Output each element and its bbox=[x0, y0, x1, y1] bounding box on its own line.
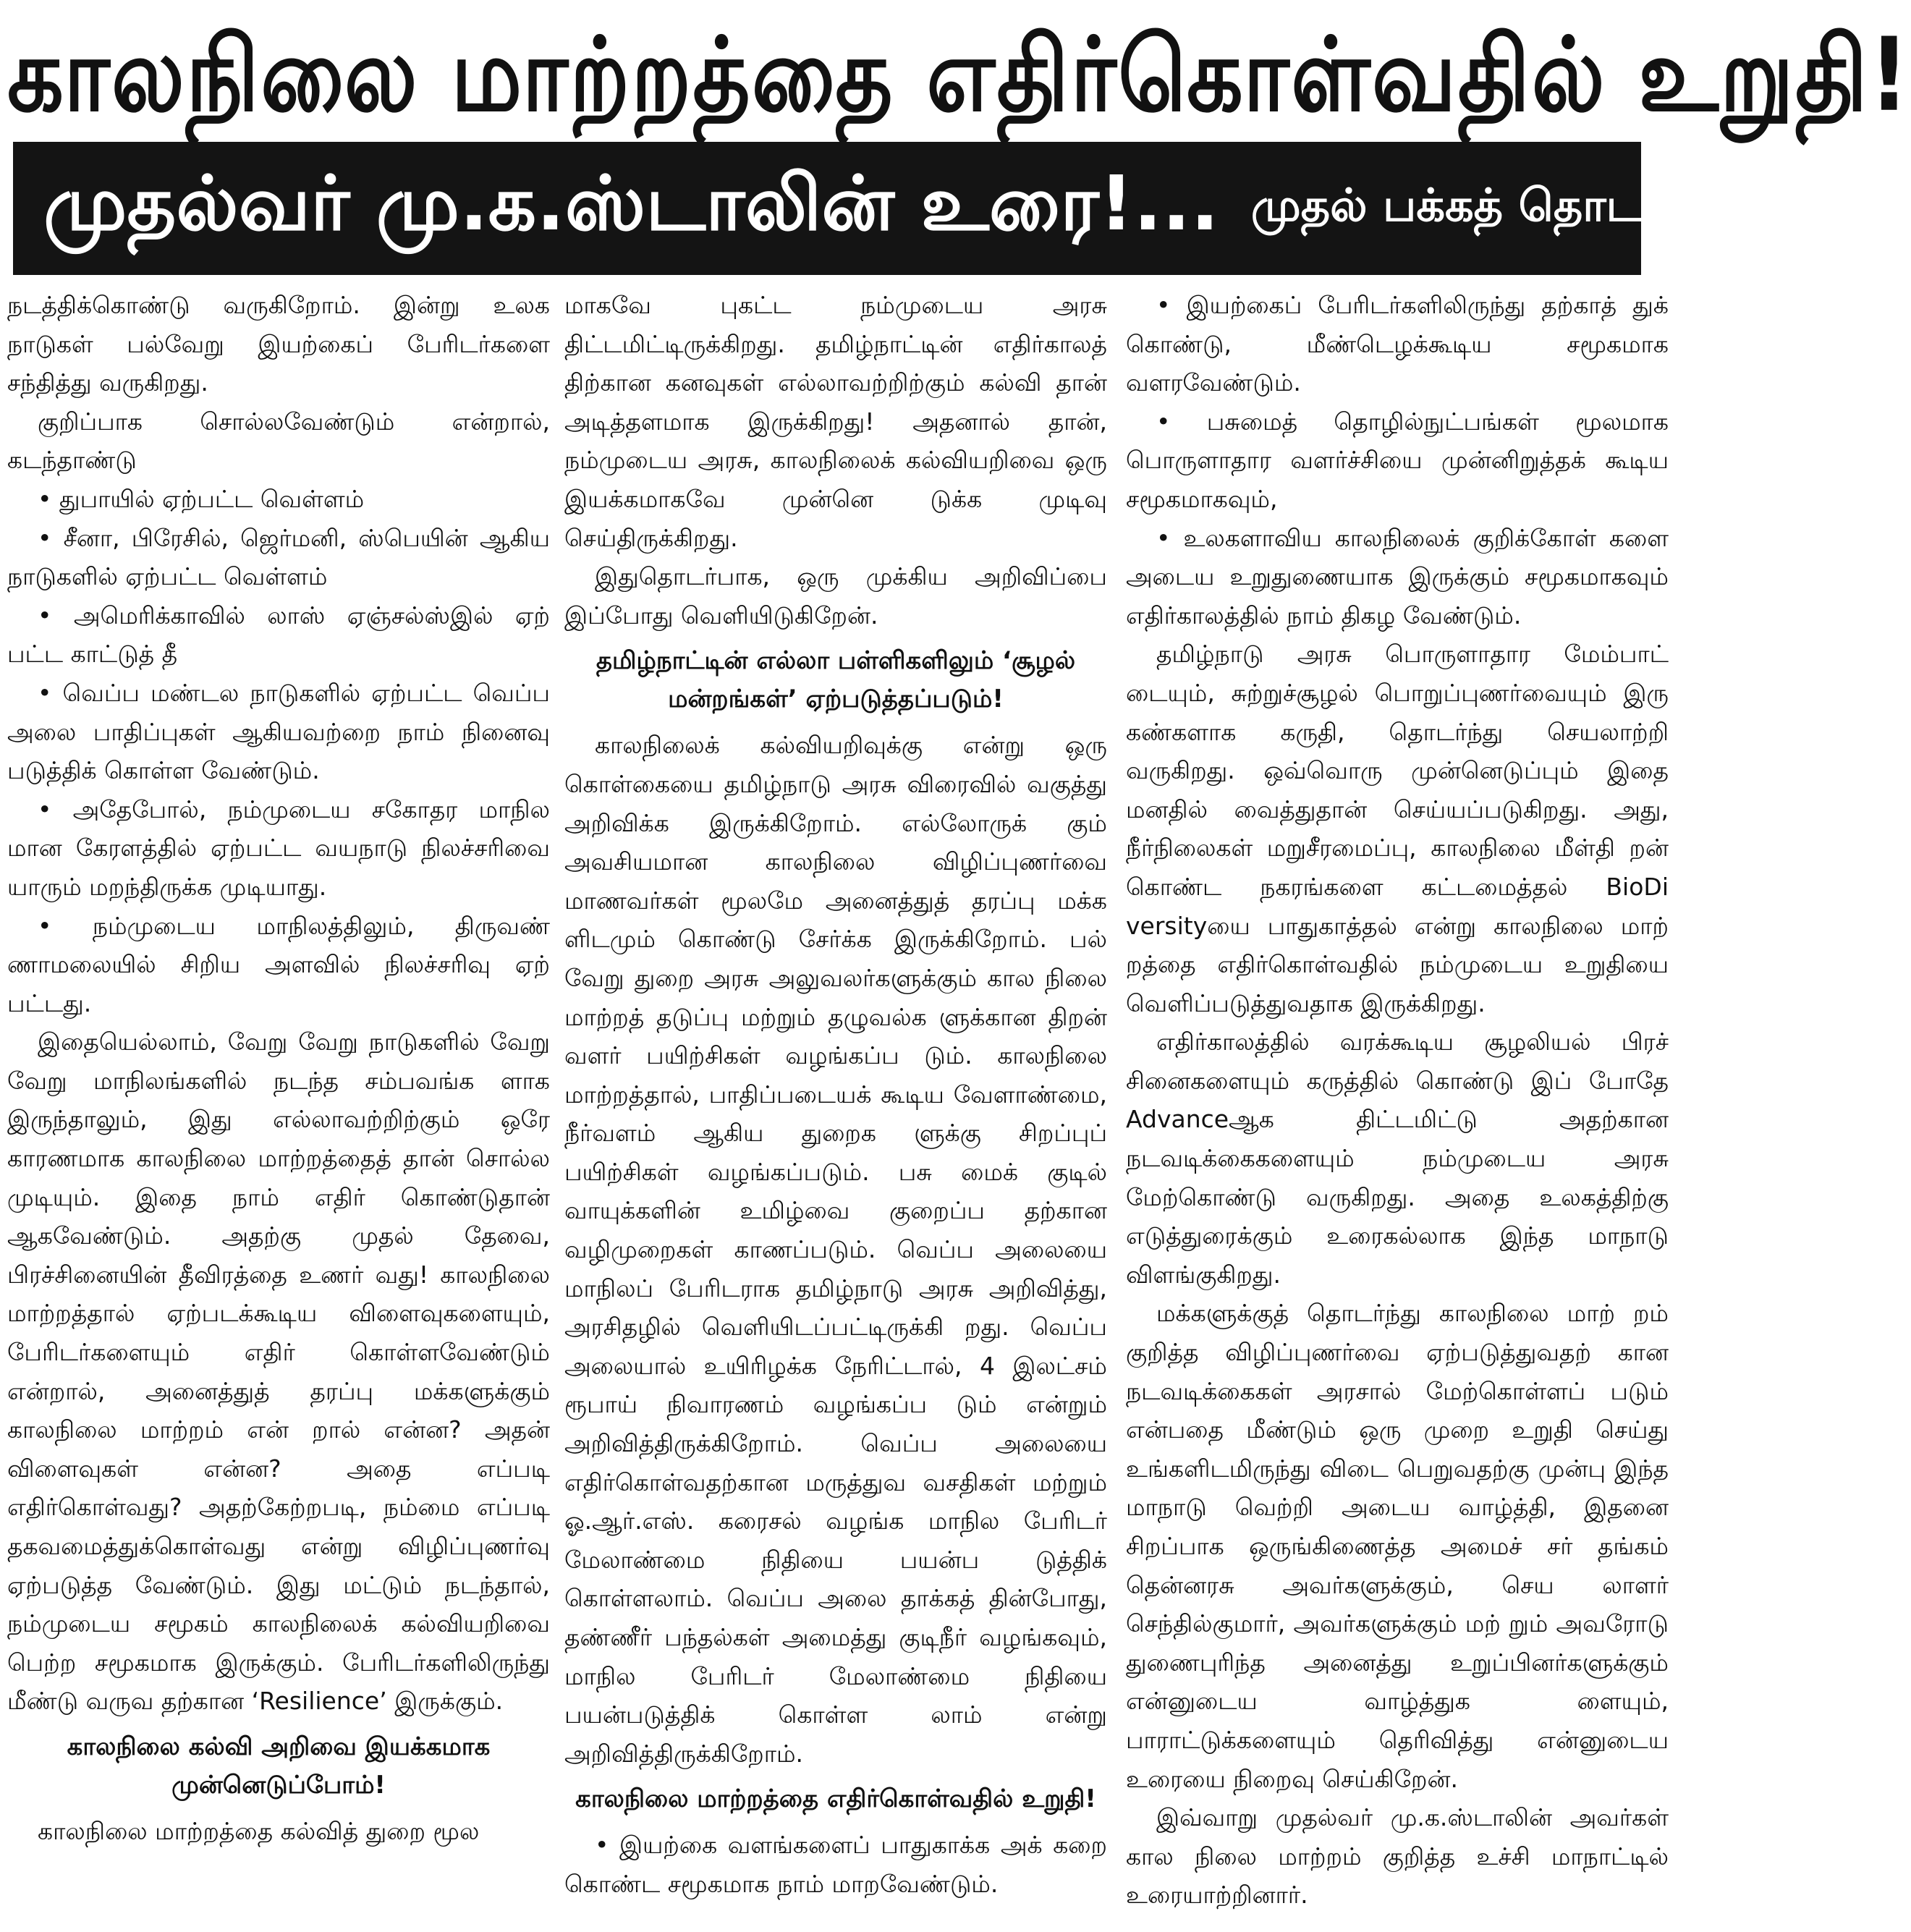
subheading-bar bbox=[13, 142, 1746, 275]
article-paragraph: • துபாயில் ஏற்பட்ட வெள்ளம் bbox=[38, 484, 365, 513]
article-paragraph: • இயற்கைப் பேரிடர்களிலிருந்து தற்காத் துக் கொண்டு, மீண்டெழக்கூடிய சமூகமாக வளரவேண்டும். bbox=[1126, 291, 1669, 397]
article-paragraph: இதுதொடர்பாக, ஒரு முக்கிய அறிவிப்பை இப்போது வெளியிடுகிறேன். bbox=[564, 562, 1107, 630]
article-paragraph: இவ்வாறு முதல்வர் மு.க.ஸ்டாலின் அவர்கள் கால நிலை மாற்றம் குறித்த உச்சி மாநாட்டில் உரையாற்றினார். bbox=[1126, 1803, 1669, 1910]
article-paragraph: மக்களுக்குத் தொடர்ந்து காலநிலை மாற் றம் குறித்த விழிப்புணர்வை ஏற்படுத்துவதற் கான நடவடிக்கைகள் அரசால் மேற்கொள்ளப் படும் என்பதை மீண்டும் ஒரு முறை உறுதி செய்து உங்களிடமிருந்து விடை பெறுவதற்கு முன்பு இந்த மாநாடு வெற்றி அடைய வாழ்த்தி, இதனை சிறப்பாக ஒருங்கிணைத்த அமைச் சர் தங்கம் தென்னரசு அவர்களுக்கும், செய லாளர் செந்தில்குமார், அவர்களுக்கும் மற் றும் அவரோடு துணைபுரிந்த அனைத்து உறுப்பினர்களுக்கும் என்னுடைய வாழ்த்துக ளையும், பாராட்டுக்களையும் தெரிவித்து என்னுடைய உரையை நிறைவு செய்கிறேன். bbox=[1126, 1299, 1669, 1793]
continuation-label: முதல் பக்கத் தொடர்ச்சி! bbox=[1250, 179, 1746, 232]
article-paragraph: மாகவே புகட்ட நம்முடைய அரசு திட்டமிட்டிருக்கிறது. தமிழ்நாட்டின் எதிர்காலத் திற்கான கனவுகள் எல்லாவற்றிற்கும் கல்வி தான் அடித்தளமாக இருக்கிறது! அதனால் தான், நம்முடைய அரசு, காலநிலைக் கல்வியறிவை ஒரு இயக்கமாகவே முன்னெ டுக்க முடிவு செய்திருக்கிறது. bbox=[564, 291, 1107, 552]
article-paragraph: எதிர்காலத்தில் வரக்கூடிய சூழலியல் பிரச் சினைகளையும் கருத்தில் கொண்டு இப் போதே Advanceஆக திட்டமிட்டு அதற்கான நடவடிக்கைகளையும் நம்முடைய அரசு மேற்கொண்டு வருகிறது. அதை உலகத்திற்கு எடுத்துரைக்கும் உரைகல்லாக இந்த மாநாடு விளங்குகிறது. bbox=[1126, 1028, 1669, 1289]
article-paragraph: • உலகளாவிய காலநிலைக் குறிக்கோள் களை அடைய உறுதுணையாக இருக்கும் சமூகமாகவும் எதிர்காலத்தில் நாம் திகழ வேண்டும். bbox=[1126, 523, 1669, 630]
article-column-3 bbox=[1126, 286, 1669, 1932]
section-heading: காலநிலை கல்வி அறிவை இயக்கமாக முன்னெடுப்போம்! bbox=[67, 1732, 491, 1800]
section-heading: காலநிலை மாற்றத்தை எதிர்கொள்வதில் உறுதி! bbox=[575, 1784, 1096, 1814]
article-paragraph: • வெப்ப மண்டல நாடுகளில் ஏற்பட்ட வெப்ப அலை பாதிப்புகள் ஆகியவற்றை நாம் நினைவு படுத்திக் கொள்ள வேண்டும். bbox=[7, 678, 550, 785]
article-paragraph: • அதேபோல், நம்முடைய சகோதர மாநில மான கேரளத்தில் ஏற்பட்ட வயநாடு நிலச்சரிவை யாரும் மறந்திருக்க முடியாது. bbox=[7, 795, 550, 901]
headline: காலநிலை மாற்றத்தை எதிர்கொள்வதில் உறுதி! bbox=[7, 15, 1911, 135]
article-paragraph: இதையெல்லாம், வேறு வேறு நாடுகளில் வேறு வேறு மாநிலங்களில் நடந்த சம்பவங்க ளாக இருந்தாலும், இது எல்லாவற்றிற்கும் ஒரே காரணமாக காலநிலை மாற்றத்தைத் தான் சொல்ல முடியும். இதை நாம் எதிர் கொண்டுதான் ஆகவேண்டும். அதற்கு முதல் தேவை, பிரச்சினையின் தீவிரத்தை உணர் வது! காலநிலை மாற்றத்தால் ஏற்படக்கூடிய விளைவுகளையும், பேரிடர்களையும் எதிர் கொள்ளவேண்டும் என்றால், அனைத்துத் தரப்பு மக்களுக்கும் காலநிலை மாற்றம் என் றால் என்ன? அதன் விளைவுகள் என்ன? அதை எப்படி எதிர்கொள்வது? அதற்கேற்றபடி, நம்மை எப்படி தகவமைத்துக்கொள்வது என்று விழிப்புணர்வு ஏற்படுத்த வேண்டும். இது மட்டும் நடந்தால், நம்முடைய சமூகம் காலநிலைக் கல்வியறிவை பெற்ற சமூகமாக இருக்கும். பேரிடர்களிலிருந்து மீண்டு வருவ தற்கான ‘Resilience’ இருக்கும். bbox=[7, 1028, 550, 1716]
article-paragraph: காலநிலைக் கல்வியறிவுக்கு என்று ஒரு கொள்கையை தமிழ்நாடு அரசு விரைவில் வகுத்து அறிவிக்க இருக்கிறோம். எல்லோருக் கும் அவசியமான காலநிலை விழிப்புணர்வை மாணவர்கள் மூலமே அனைத்துத் தரப்பு மக்க ளிடமும் கொண்டு சேர்க்க இருக்கிறோம். பல் வேறு துறை அரசு அலுவலர்களுக்கும் கால நிலை மாற்றத் தடுப்பு மற்றும் தழுவல்க ளுக்கான திறன் வளர் பயிற்சிகள் வழங்கப்ப டும். காலநிலை மாற்றத்தால், பாதிப்படையக் கூடிய வேளாண்மை, நீர்வளம் ஆகிய துறைக ளுக்கு சிறப்புப் பயிற்சிகள் வழங்கப்படும். பசு மைக் குடில் வாயுக்களின் உமிழ்வை குறைப்ப தற்கான வழிமுறைகள் காணப்படும். வெப்ப அலையை மாநிலப் பேரிடராக தமிழ்நாடு அரசு அறிவித்து, அரசிதழில் வெளியிடப்பட்டிருக்கி றது. வெப்ப அலையால் உயிரிழக்க நேரிட்டால், 4 இலட்சம் ரூபாய் நிவாரணம் வழங்கப்ப டும் என்றும் அறிவித்திருக்கிறோம். வெப்ப அலையை எதிர்கொள்வதற்கான மருத்துவ வசதிகள் மற்றும் ஓ.ஆர்.எஸ். கரைசல் வழங்க மாநில பேரிடர் மேலாண்மை நிதியை பயன்ப டுத்திக் கொள்ளலாம். வெப்ப அலை தாக்கத் தின்போது, தண்ணீர் பந்தல்கள் அமைத்து குடிநீர் வழங்கவும், மாநில பேரிடர் மேலாண்மை நிதியை பயன்படுத்திக் கொள்ள லாம் என்று அறிவித்திருக்கிறோம். bbox=[564, 731, 1107, 1768]
article-paragraph: தமிழ்நாடு அரசு பொருளாதார மேம்பாட் டையும், சுற்றுச்சூழல் பொறுப்புணர்வையும் இரு கண்களாக கருதி, தொடர்ந்து செயலாற்றி வருகிறது. ஒவ்வொரு முன்னெடுப்பும் இதை மனதில் வைத்துதான் செய்யப்படுகிறது. அது, நீர்நிலைகள் மறுசீரமைப்பு, காலநிலை மீள்தி றன் கொண்ட நகரங்களை கட்டமைத்தல் BioDi versityயை பாதுகாத்தல் என்று காலநிலை மாற் றத்தை எதிர்கொள்வதில் நம்முடைய உறுதியை வெளிப்படுத்துவதாக இருக்கிறது. bbox=[1126, 640, 1669, 1017]
section-heading: தமிழ்நாட்டின் எல்லா பள்ளிகளிலும் ‘சூழல் மன்றங்கள்’ ஏற்படுத்தப்படும்! bbox=[596, 646, 1076, 714]
article-column-1 bbox=[7, 286, 550, 1932]
subheading: முதல்வர் மு.க.ஸ்டாலின் உரை!... bbox=[43, 159, 1219, 247]
article-paragraph: • சீனா, பிரேசில், ஜெர்மனி, ஸ்பெயின் ஆகிய நாடுகளில் ஏற்பட்ட வெள்ளம் bbox=[7, 523, 550, 591]
article-paragraph: காலநிலை மாற்றத்தை கல்வித் துறை மூல bbox=[38, 1816, 480, 1845]
article-column-2 bbox=[564, 286, 1107, 1932]
article-paragraph: நடத்திக்கொண்டு வருகிறோம். இன்று உலக நாடுகள் பல்வேறு இயற்கைப் பேரிடர்களை சந்தித்து வருகிறது. bbox=[7, 291, 550, 397]
article-paragraph: • அமெரிக்காவில் லாஸ் ஏஞ்சல்ஸ்இல் ஏற் பட்ட காட்டுத் தீ bbox=[7, 601, 550, 669]
article-paragraph: • நம்முடைய மாநிலத்திலும், திருவண் ணாமலையில் சிறிய அளவில் நிலச்சரிவு ஏற் பட்டது. bbox=[7, 911, 550, 1017]
article-paragraph: • பசுமைத் தொழில்நுட்பங்கள் மூலமாக பொருளாதார வளர்ச்சியை முன்னிறுத்தக் கூடிய சமூகமாகவும், bbox=[1126, 407, 1669, 513]
article-paragraph: குறிப்பாக சொல்லவேண்டும் என்றால், கடந்தாண்டு bbox=[7, 407, 550, 475]
article-paragraph: • இயற்கை வளங்களைப் பாதுகாக்க அக் கறை கொண்ட சமூகமாக நாம் மாறவேண்டும். bbox=[564, 1831, 1107, 1898]
